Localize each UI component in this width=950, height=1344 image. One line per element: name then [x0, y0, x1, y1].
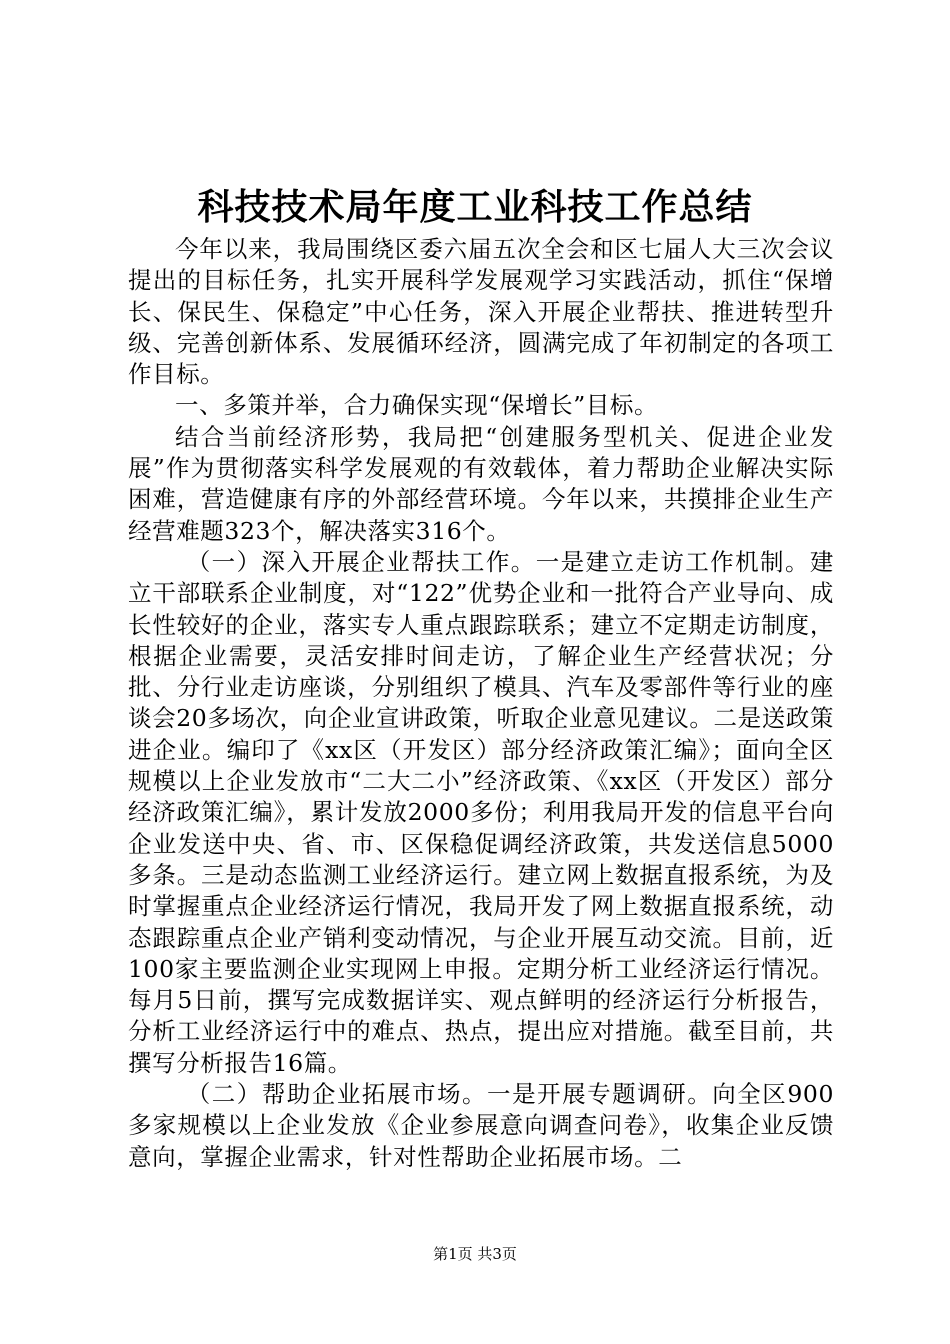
paragraph-subsection-2: （二）帮助企业拓展市场。一是开展专题调研。向全区900多家规模以上企业发放《企业参展意向调查问卷》，收集企业反馈意向，掌握企业需求，针对性帮助企业拓展市场。二 — [128, 1080, 834, 1171]
document-body — [128, 234, 834, 1173]
paragraph-section-1-summary: 结合当前经济形势，我局把“创建服务型机关、促进企业发展”作为贯彻落实科学发展观的有效载体，着力帮助企业解决实际困难，营造健康有序的外部经营环境。今年以来，共摸排企业生产经营难题323个，解决落实316个。 — [128, 422, 834, 545]
paragraph-subsection-1: （一）深入开展企业帮扶工作。一是建立走访工作机制。建立干部联系企业制度，对“122”优势企业和一批符合产业导向、成长性较好的企业，落实专人重点跟踪联系；建立不定期走访制度，根据企业需要，灵活安排时间走访，了解企业生产经营状况；分批、分行业走访座谈，分别组织了模具、汽车及零部件等行业的座谈会20多场次，向企业宣讲政策，听取企业意见建议。二是送政策进企业。编印了《xx区（开发区）部分经济政策汇编》；面向全区规模以上企业发放市“二大二小”经济政策、《xx区（开发区）部分经济政策汇编》，累计发放2000多份；利用我局开发的信息平台向企业发送中央、省、市、区保稳促调经济政策，共发送信息5000多条。三是动态监测工业经济运行。建立网上数据直报系统，为及时掌握重点企业经济运行情况，我局开发了网上数据直报系统，动态跟踪重点企业产销利变动情况，与企业开展互动交流。目前，近100家主要监测企业实现网上申报。定期分析工业经济运行情况。每月5日前，撰写完成数据详实、观点鲜明的经济运行分析报告，分析工业经济运行中的难点、热点，提出应对措施。截至目前，共撰写分析报告16篇。 — [128, 547, 834, 1077]
section-heading-1: 一、多策并举，合力确保实现“保增长”目标。 — [175, 391, 659, 420]
paragraph-intro: 今年以来，我局围绕区委六届五次全会和区七届人大三次会议提出的目标任务，扎实开展科学发展观学习实践活动，抓住“保增长、保民生、保稳定”中心任务，深入开展企业帮扶、推进转型升级、完善创新体系、发展循环经济，圆满完成了年初制定的各项工作目标。 — [128, 235, 834, 389]
page-number-footer: 第1页 共3页 — [433, 1245, 517, 1263]
document-title: 科技技术局年度工业科技工作总结 — [197, 186, 753, 228]
